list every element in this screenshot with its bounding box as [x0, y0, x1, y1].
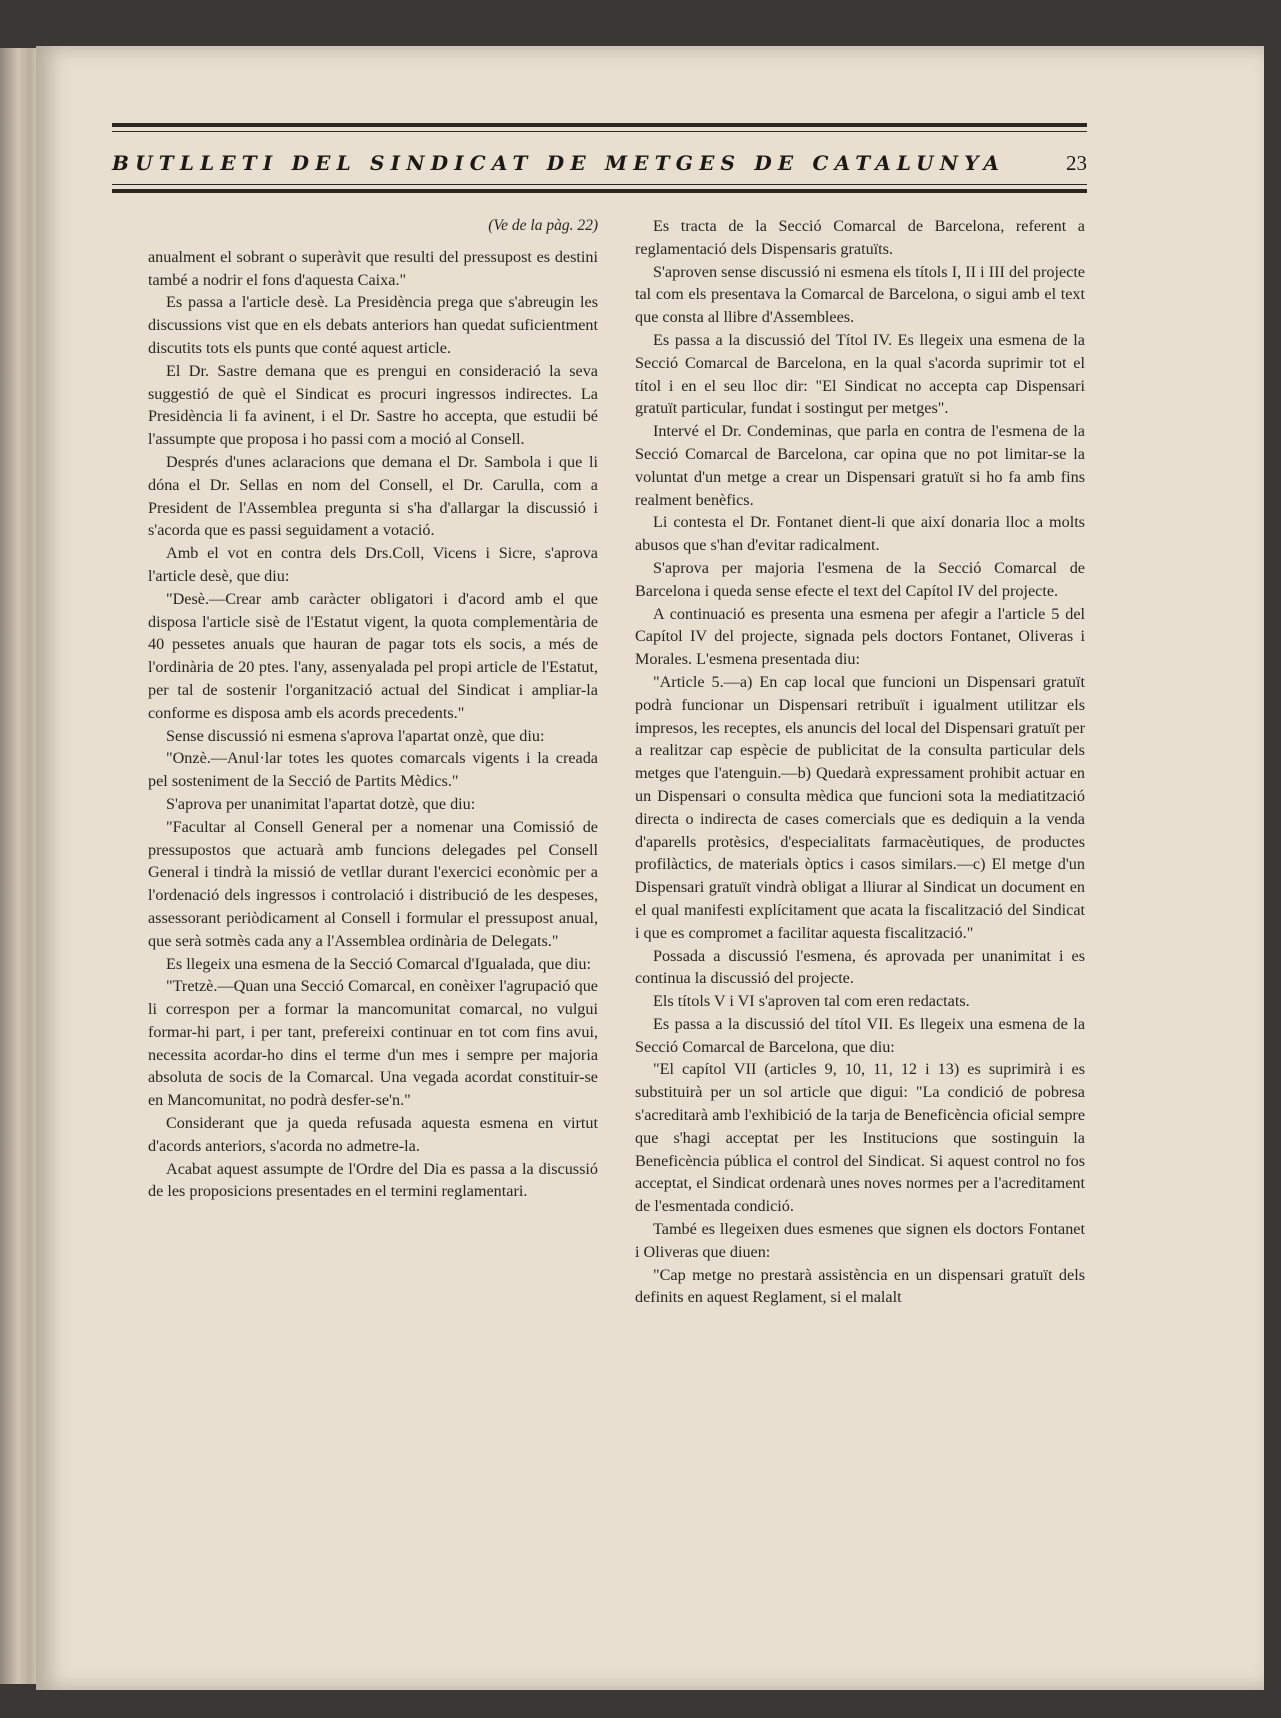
paragraph: "Onzè.—Anul·lar totes les quotes comarcals vigents i la creada pel sosteniment de la Secció de Partits Mèdics." — [148, 749, 598, 791]
paragraph: "Cap metge no prestarà assistència en un dispensari gratuït dels definits en aquest Reglament, si el malalt — [635, 1265, 1085, 1307]
paragraph: El Dr. Sastre demana que es prengui en consideració la seva suggestió de què el Sindicat es procuri ingressos indirectes. La Presidència li fa avinent, i el Dr. Sastre ho accepta, que estudii bé l'assumpte que proposa i ho passi com a moció al Consell. — [148, 361, 598, 449]
paragraph: Els títols V i VI s'aproven tal com eren redactats. — [653, 992, 970, 1011]
paragraph: S'aprova per majoria l'esmena de la Secció Comarcal de Barcelona i queda sense efecte el text del Capítol IV del projecte. — [635, 558, 1085, 600]
header-rule-bottom-thin — [112, 184, 1087, 185]
paragraph: Considerant que ja queda refusada aquesta esmena en virtut d'acords anteriors, s'acorda no admetre-la. — [148, 1114, 598, 1155]
paragraph: "Article 5.—a) En cap local que funcioni un Dispensari gratuït podrà funcionar un Dispensari retribuït i igualment utilitzar els impresos, les receptes, els anuncis del local del Dispensari gratuït per a realitzar cap espècie de publicitat de la consulta particular dels metges que l'atenguin.—b) Quedarà expressament prohibit actuar en un Dispensari o consulta mèdica que funcioni sota la mediatització directa o indirecta de cases comercials que es dediquin a la venda d'aparells protèsics, d'especialitats farmacèutiques, de productes profilàctics, de materials òptics i casos similars.—c) El metge d'un Dispensari gratuït vindrà obligat a lliurar al Sindicat un document en el qual manifesti explícitament que acata la fiscalització del Sindicat i que es compromet a facilitar aquesta fiscalització." — [635, 672, 1085, 942]
paragraph: Acabat aquest assumpte de l'Ordre del Dia es passa a la discussió de les proposicions presentades en el termini reglamentari. — [148, 1159, 598, 1201]
paragraph: Es passa a la discussió del títol VII. Es llegeix una esmena de la Secció Comarcal de Barcelona, que diu: — [635, 1014, 1085, 1056]
right-column — [635, 215, 1085, 1309]
paragraph: Li contesta el Dr. Fontanet dient-li que així donaria lloc a molts abusos que s'han d'evitar radicalment. — [635, 513, 1085, 555]
paragraph: Possada a discussió l'esmena, és aprovada per unanimitat i es continua la discussió del projecte. — [635, 946, 1085, 988]
paragraph: També es llegeixen dues esmenes que signen els doctors Fontanet i Oliveras que diuen: — [635, 1220, 1085, 1261]
continuation-note: (Ve de la pàg. 22) — [488, 217, 598, 234]
paragraph: Després d'unes aclaracions que demana el Dr. Sambola i que li dóna el Dr. Sellas en nom del Consell, el Dr. Carulla, com a President de l'Assemblea pregunta si s'ha d'allargar la discussió i s'acorda que es passi seguidament a votació. — [148, 452, 598, 540]
left-column — [148, 215, 598, 1203]
paragraph: Sense discussió ni esmena s'aprova l'apartat onzè, que diu: — [166, 726, 545, 745]
page-number: 23 — [1066, 150, 1087, 175]
header-rule-bottom — [112, 189, 1087, 193]
header-rule-top-thin — [112, 131, 1087, 132]
page-header — [112, 85, 1087, 185]
paragraph: A continuació es presenta una esmena per afegir a l'article 5 del Capítol IV del projecte, signada pels doctors Fontanet, Oliveras i Morales. L'esmena presentada diu: — [635, 604, 1085, 669]
header-title-row — [112, 143, 1087, 183]
paragraph: Es tracta de la Secció Comarcal de Barcelona, referent a reglamentació dels Dispensaris gratuïts. — [635, 217, 1085, 258]
paragraph: anualment el sobrant o superàvit que resulti del pressupost es destini també a nodrir el fons d'aquesta Caixa." — [148, 247, 598, 289]
paragraph: Es llegeix una esmena de la Secció Comarcal d'Igualada, que diu: — [166, 954, 591, 973]
paragraph: "El capítol VII (articles 9, 10, 11, 12 i 13) es suprimirà i es substituirà per un sol article que digui: "La condició de pobresa s'acreditarà amb l'exhibició de la tarja de Beneficència oficial sempre que s'hagi acceptat per les Institucions que sostinguin la Beneficència pública el control del Sindicat. Si aquest control no fos acceptat, el Sindicat ordenarà unes noves normes per a l'acreditament de l'esmentada condició. — [635, 1060, 1085, 1216]
paragraph: Amb el vot en contra dels Drs.Coll, Vicens i Sicre, s'aprova l'article desè, que diu: — [148, 544, 598, 585]
journal-title: BUTLLETI DEL SINDICAT DE METGES DE CATALUNYA — [112, 151, 1006, 175]
paragraph: S'aproven sense discussió ni esmena els títols I, II i III del projecte tal com els presentava la Comarcal de Barcelona, o sigui amb el text que consta al llibre d'Assemblees. — [635, 262, 1085, 327]
paragraph: Es passa a la discussió del Títol IV. Es llegeix una esmena de la Secció Comarcal de Barcelona, en la qual s'acorda suprimir tot el títol i en el seu lloc dir: "El Sindicat no accepta cap Dispensari gratuït particular, fundat i sostingut per metges". — [635, 330, 1085, 418]
paragraph: "Facultar al Consell General per a nomenar una Comissió de pressupostos que actuarà amb funcions delegades pel Consell General i tindrà la missió de vetllar durant l'exercici econòmic per a l'ordenació dels ingressos i controlació i distribució de les despeses, assessorant periòdicament al Consell i formular el pressupost anual, que serà sotmès cada any a l'Assemblea ordinària de Delegats." — [148, 817, 598, 950]
paragraph: S'aprova per unanimitat l'apartat dotzè, que diu: — [166, 794, 476, 813]
paragraph: Intervé el Dr. Condeminas, que parla en contra de l'esmena de la Secció Comarcal de Barcelona, car opina que no pot limitar-se la voluntat d'un metge a crear un Dispensari gratuït si ho fa amb fins realment benèfics. — [635, 422, 1085, 509]
paragraph: "Tretzè.—Quan una Secció Comarcal, en conèixer l'agrupació que li correspon per a formar la mancomunitat comarcal, no vulgui formar-hi part, i per tant, prefereixi continuar en tot com fins avui, necessita acordar-ho dins el terme d'un mes i sempre per majoria absoluta de socis de la Comarcal. Una vegada acordat constituir-se en Mancomunitat, no podrà desfer-se'n." — [148, 977, 598, 1110]
paragraph: Es passa a l'article desè. La Presidència prega que s'abreugin les discussions vist que en els debats anteriors han quedat suficientment discutits tots els punts que conté aquest article. — [148, 293, 598, 357]
header-rule-top — [112, 123, 1087, 127]
book-spine — [0, 48, 40, 1684]
paragraph: "Desè.—Crear amb caràcter obligatori i d'acord amb el que disposa l'article sisè de l'Estatut vigent, la quota complementària de 40 pessetes anuals que hauran de pagar tots els socis, a més de l'ordinària de 20 ptes. l'any, assenyalada pel propi article de l'Estatut, per tal de sostenir l'organització actual del Sindicat i ampliar-la conforme es disposa amb els acords precedents." — [148, 589, 598, 722]
